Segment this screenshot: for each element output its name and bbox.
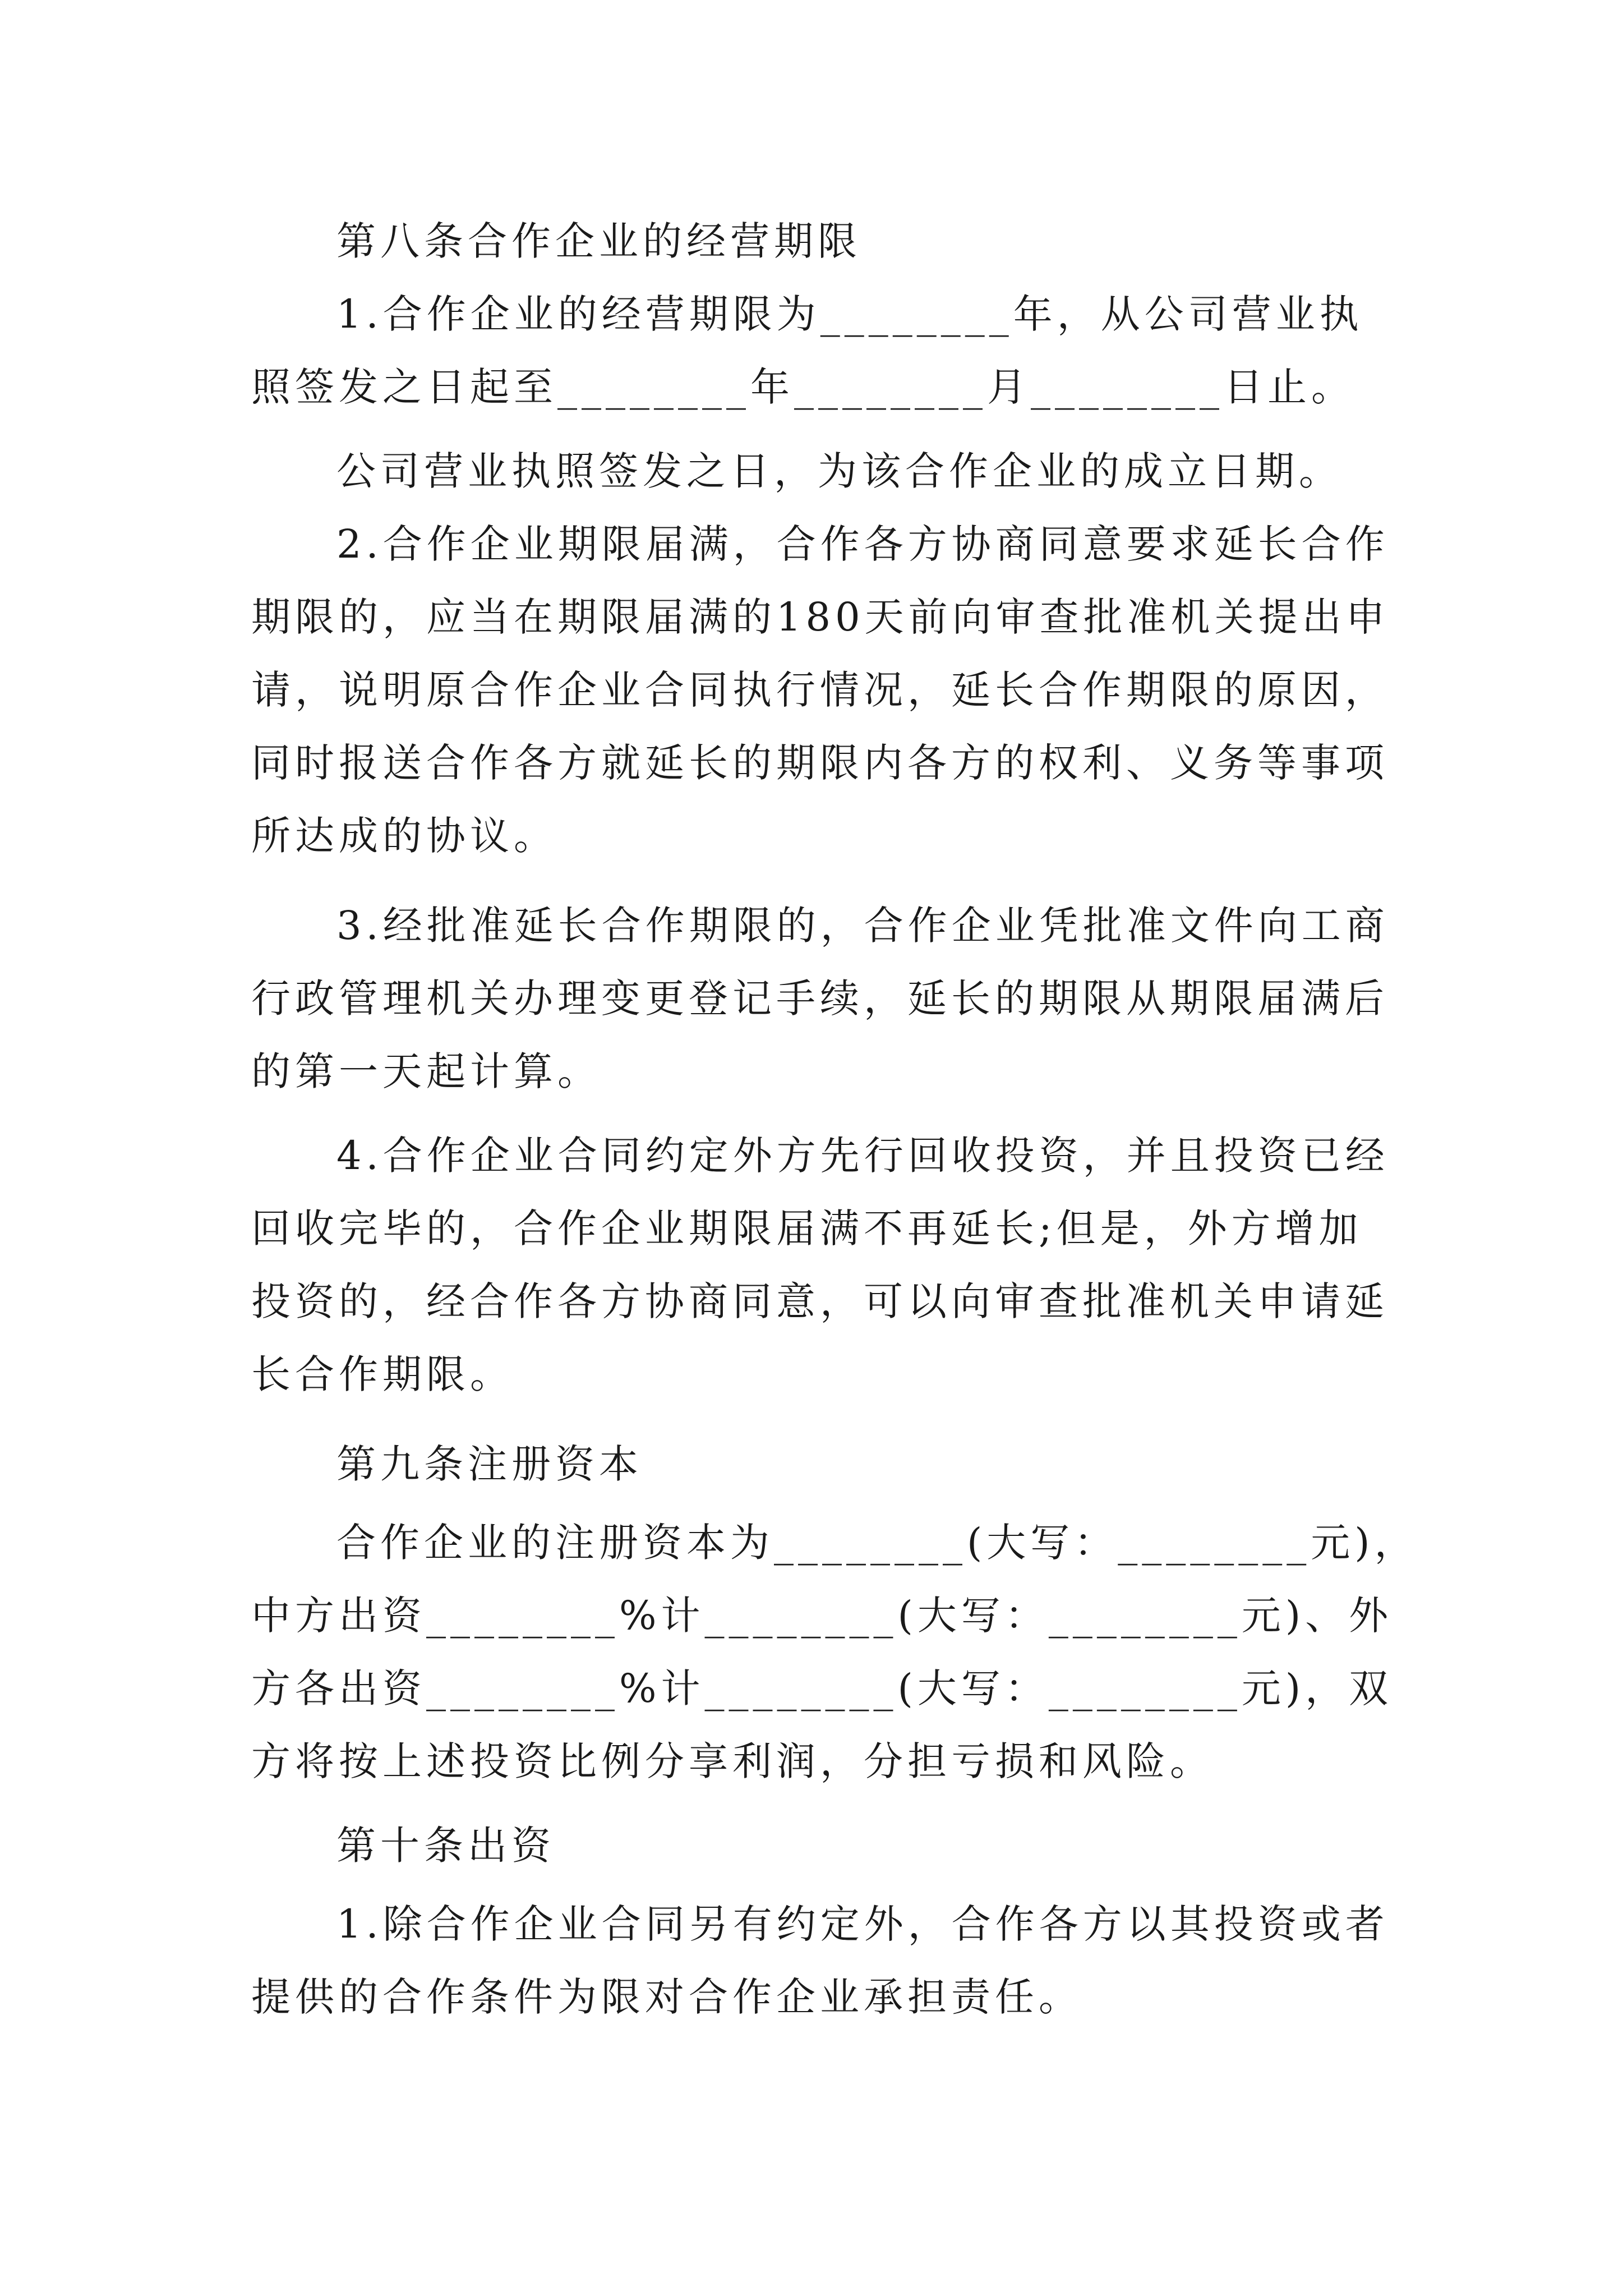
article-8-paragraph: 公司营业执照签发之日，为该合作企业的成立日期。 [336,448,1343,494]
article-9-line-2: 中方出资________%计________(大写：________元)、外 [251,1593,1393,1639]
article-8-clause-4-line-1: 4.合作企业合同约定外方先行回收投资，并且投资已经 [336,1133,1389,1179]
article-8-clause-2-line-5: 所达成的协议。 [251,813,557,859]
article-9-heading: 第九条注册资本 [336,1441,643,1487]
article-10-heading: 第十条出资 [336,1823,555,1869]
article-8-clause-2-line-4: 同时报送合作各方就延长的期限内各方的权利、义务等事项 [251,740,1389,786]
article-8-clause-1-line-1: 1.合作企业的经营期限为________年，从公司营业执 [336,291,1363,337]
article-8-heading: 第八条合作企业的经营期限 [336,218,861,264]
article-10-clause-1-line-1: 1.除合作企业合同另有约定外，合作各方以其投资或者 [336,1901,1389,1947]
article-8-clause-2-line-1: 2.合作企业期限届满，合作各方协商同意要求延长合作 [336,521,1389,567]
article-8-clause-2-line-3: 请，说明原合作企业合同执行情况，延长合作期限的原因， [251,667,1389,713]
article-9-line-1: 合作企业的注册资本为________(大写：________元)， [336,1520,1418,1566]
article-8-clause-3-line-1: 3.经批准延长合作期限的，合作企业凭批准文件向工商 [336,903,1389,949]
article-10-clause-1-line-2: 提供的合作条件为限对合作企业承担责任。 [251,1974,1082,2020]
article-8-clause-4-line-3: 投资的，经合作各方协商同意，可以向审查批准机关申请延 [251,1278,1389,1324]
article-8-clause-1-line-2: 照签发之日起至________年________月________日止。 [251,364,1355,410]
article-8-clause-3-line-2: 行政管理机关办理变更登记手续，延长的期限从期限届满后 [251,976,1389,1022]
article-9-line-3: 方各出资________%计________(大写：________元)，双 [251,1665,1393,1711]
article-8-clause-3-line-3: 的第一天起计算。 [251,1048,601,1094]
article-8-clause-4-line-2: 回收完毕的，合作企业期限届满不再延长;但是，外方增加 [251,1205,1363,1251]
article-8-clause-4-line-4: 长合作期限。 [251,1351,514,1397]
article-8-clause-2-line-2: 期限的，应当在期限届满的180天前向审查批准机关提出申 [251,594,1390,640]
article-9-line-4: 方将按上述投资比例分享利润，分担亏损和风险。 [251,1738,1214,1784]
